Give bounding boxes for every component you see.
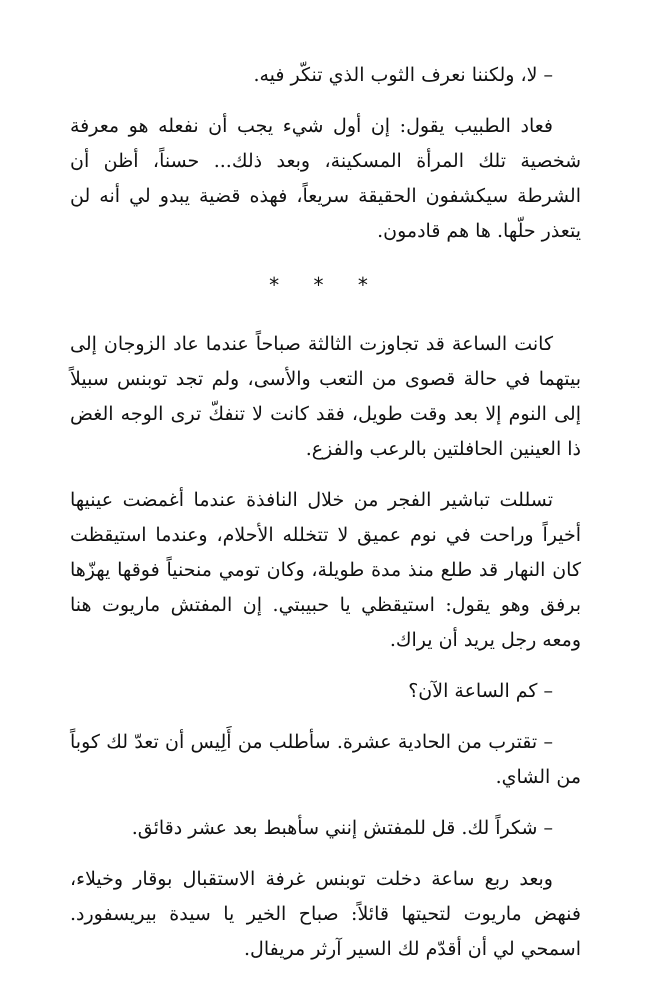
dialogue-line: – شكراً لك. قل للمفتش إنني سأهبط بعد عشر دقائق. [131,817,553,839]
paragraph: تسللت تباشير الفجر من خلال النافذة عندما أغمضت عينيها أخيراً وراحت في نوم عميق لا تتخلله الأحلام، وعندما استيقظت كان النهار قد طلع منذ مدة طويلة، وكان تومي منحنياً فوقها يهزّها برفق وهو يقول: استيقظي يا حبيبتي. إن المفتش ماريوت هنا ومعه رجل يريد أن يراك. [70,489,581,651]
paragraph: وبعد ربع ساعة دخلت توبنس غرفة الاستقبال بوقار وخيلاء، فنهض ماريوت لتحيتها قائلاً: صباح الخير يا سيدة بيريسفورد. اسمحي لي أن أقدّم لك السير آرثر مريفال. [70,868,581,960]
section-separator: * * * [269,273,382,297]
dialogue-line: – كم الساعة الآن؟ [408,680,553,702]
dialogue-line: – لا، ولكننا نعرف الثوب الذي تنكّر فيه. [253,64,553,86]
paragraph: كانت الساعة قد تجاوزت الثالثة صباحاً عندما عاد الزوجان إلى بيتهما في حالة قصوى من التعب والأسى، ولم تجد توبنس سبيلاً إلى النوم إلا بعد وقت طويل، فقد كانت لا تنفكّ ترى الوجه الغض ذا العينين الحافلتين بالرعب والفزع. [70,333,581,460]
book-page [70,58,581,983]
paragraph: فعاد الطبيب يقول: إن أول شيء يجب أن نفعله هو معرفة شخصية تلك المرأة المسكينة، وبعد ذلك... حسناً، أظن أن الشرطة سيكشفون الحقيقة سريعاً، فهذه قضية يبدو لي أنه لن يتعذر حلّها. ها هم قادمون. [70,115,581,242]
dialogue-line: – تقترب من الحادية عشرة. سأطلب من أَلِيس أن تعدّ لك كوباً من الشاي. [70,731,581,788]
